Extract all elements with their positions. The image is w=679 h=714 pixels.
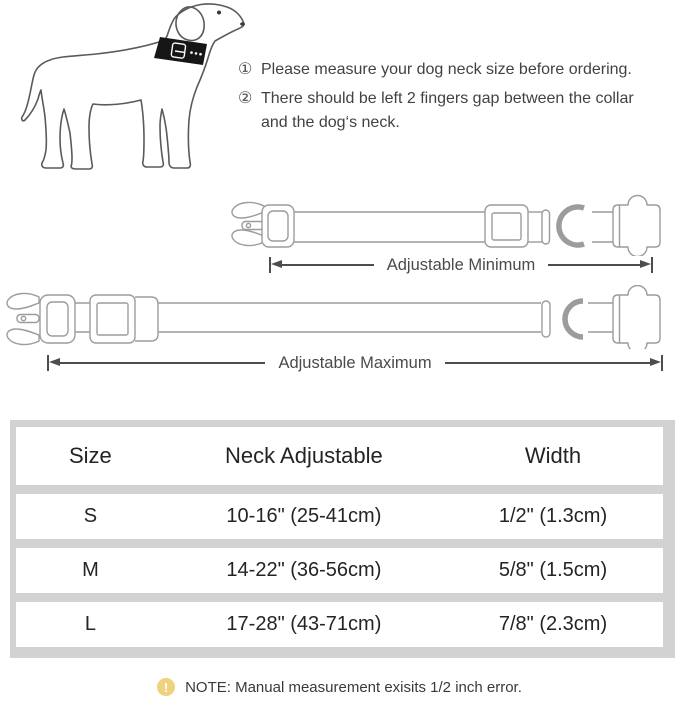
strap-loop — [542, 210, 550, 244]
buckle-prong-top — [232, 202, 264, 218]
buckle-prong-top — [7, 293, 39, 309]
adjustable-maximum-label: Adjustable Maximum — [278, 353, 432, 372]
circled-number-2: ② — [238, 90, 253, 107]
adjustable-minimum-arrow — [269, 252, 653, 278]
arrow-line-right — [548, 252, 653, 278]
collar-diagram-minimum — [228, 192, 668, 256]
table-row-m — [16, 548, 663, 593]
buckle-prong-bottom — [7, 329, 39, 345]
buckle-prong-center — [17, 315, 39, 323]
collar-diagram-maximum — [5, 285, 663, 349]
arrow-line-left — [47, 350, 265, 376]
cell-neck: 14-22" (36-56cm) — [226, 559, 382, 581]
cell-size: M — [82, 559, 99, 581]
dog-diagram — [8, 0, 260, 174]
strap-loop — [542, 301, 550, 337]
cell-neck: 10-16" (25-41cm) — [226, 505, 382, 527]
cell-neck: 17-28" (43-71cm) — [226, 613, 382, 635]
arrow-line-left — [269, 252, 374, 278]
instruction-item-2 — [238, 87, 662, 135]
instruction-text-2: There should be left 2 fingers gap between the collar and the dog‘s neck. — [261, 90, 634, 131]
instruction-text-1: Please measure your dog neck size before ordering. — [261, 61, 632, 78]
table-row-s — [16, 494, 663, 539]
cell-width: 7/8" (2.3cm) — [498, 613, 608, 635]
buckle-prong-center — [242, 222, 264, 230]
cell-size: S — [83, 505, 98, 527]
header-cell-neck: Neck Adjustable — [225, 443, 383, 468]
table-header-row — [16, 427, 663, 485]
adjustable-maximum-arrow — [47, 350, 663, 376]
arrowhead-right-icon — [640, 260, 651, 268]
note-text: NOTE: Manual measurement exisits 1/2 inch error. — [185, 678, 522, 696]
instruction-item-1 — [238, 58, 662, 82]
cell-width: 5/8" (1.5cm) — [498, 559, 608, 581]
arrowhead-right-icon — [650, 358, 661, 366]
header-cell-width: Width — [524, 443, 582, 468]
buckle-prong-bottom — [232, 230, 264, 246]
cell-width: 1/2" (1.3cm) — [498, 505, 608, 527]
circled-number-1: ① — [238, 61, 253, 78]
dog-ear — [176, 7, 204, 40]
strap-fold-tail — [135, 297, 158, 341]
dog-nose — [240, 22, 245, 26]
size-table — [10, 420, 675, 658]
header-cell-size: Size — [69, 443, 112, 468]
adjustable-minimum-label: Adjustable Minimum — [386, 255, 536, 274]
d-ring — [565, 301, 583, 337]
dog-body-outline — [22, 4, 244, 169]
arrow-line-right — [445, 350, 663, 376]
cell-size: L — [84, 613, 96, 635]
table-row-l — [16, 602, 663, 647]
exclamation-icon: ! — [157, 678, 175, 696]
dog-eye — [217, 11, 221, 15]
instruction-list — [238, 58, 662, 140]
measurement-note — [0, 678, 679, 696]
d-ring — [559, 207, 584, 245]
dog-collar-band — [154, 37, 207, 65]
